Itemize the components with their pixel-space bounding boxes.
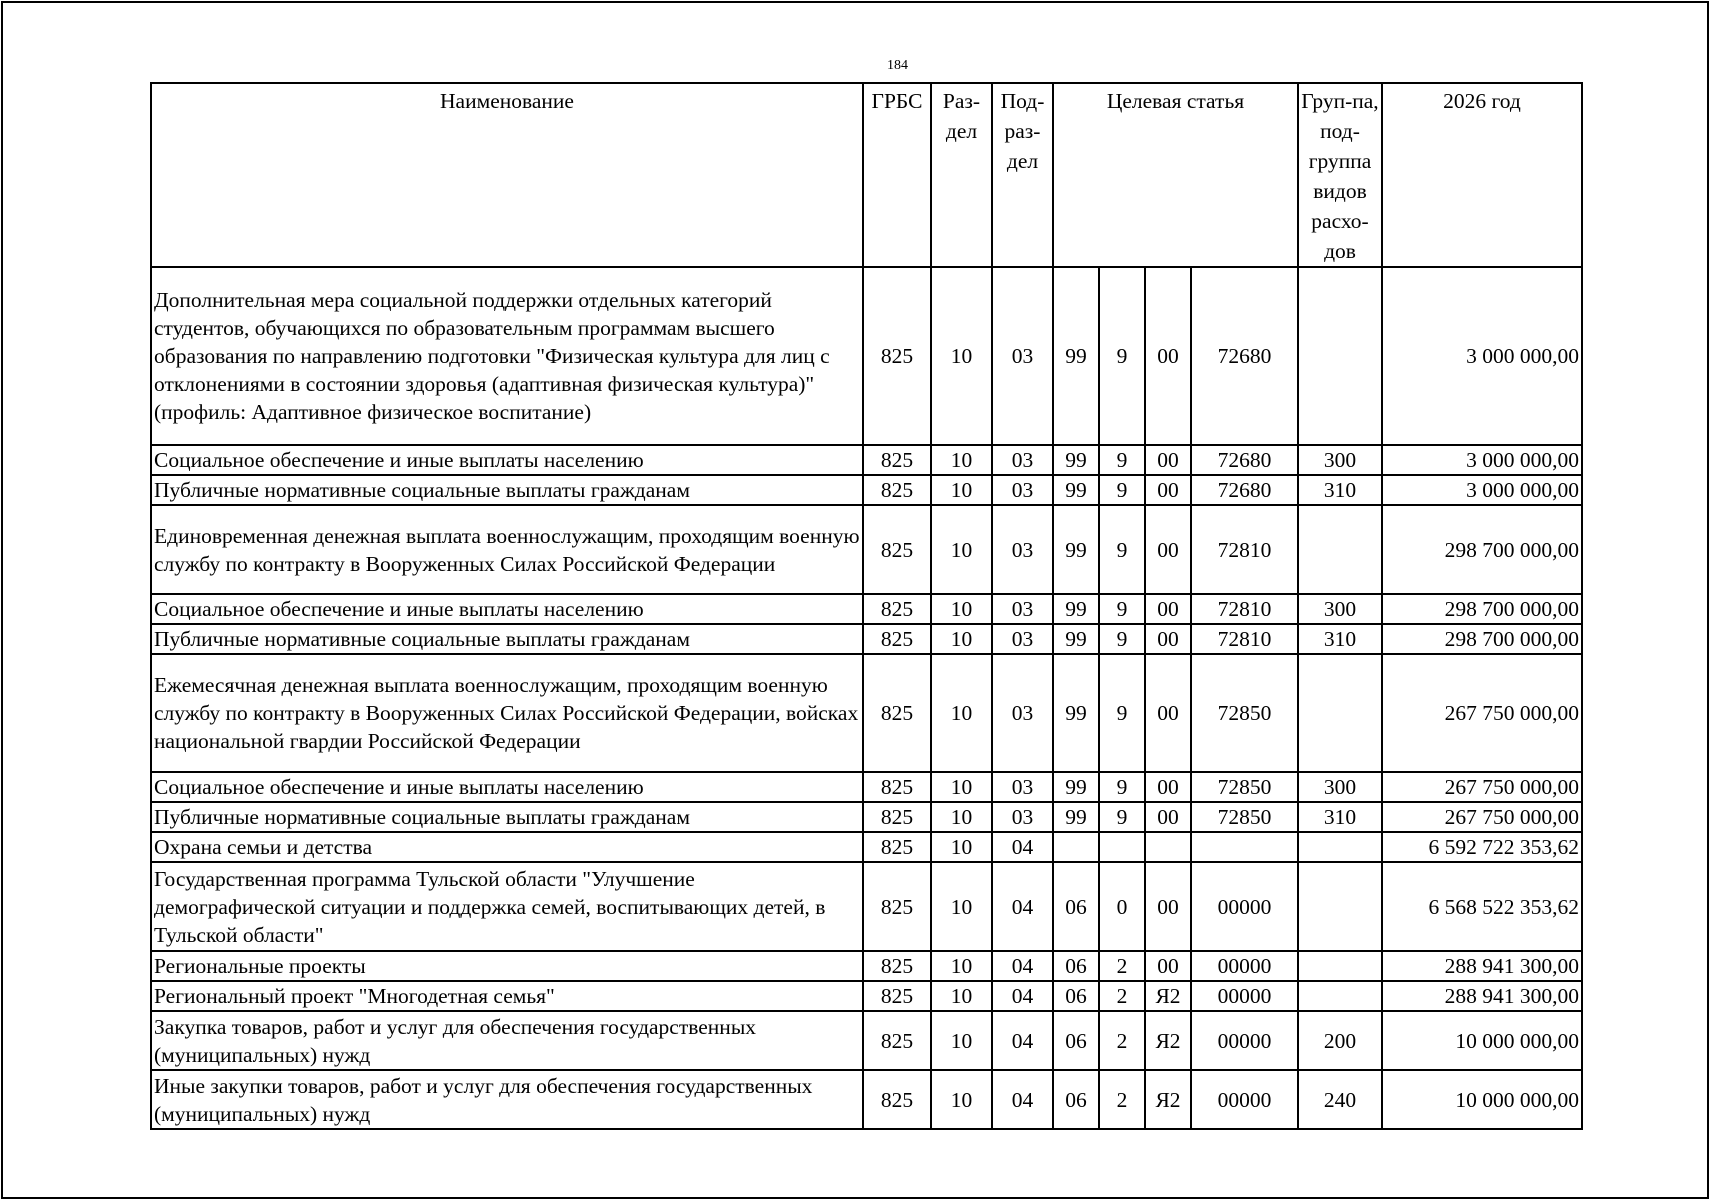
row-subsection: 03 — [992, 475, 1053, 505]
row-expense-group — [1298, 832, 1382, 862]
table-row — [151, 505, 1582, 594]
row-amount: 298 700 000,00 — [1382, 505, 1582, 594]
table-row — [151, 445, 1582, 475]
row-grbs: 825 — [863, 594, 931, 624]
row-subsection: 03 — [992, 654, 1053, 772]
row-target-program — [1053, 832, 1099, 862]
row-expense-group — [1298, 981, 1382, 1011]
row-subsection: 04 — [992, 981, 1053, 1011]
row-target-program: 06 — [1053, 1070, 1099, 1129]
row-expense-group: 310 — [1298, 475, 1382, 505]
row-section: 10 — [931, 475, 992, 505]
row-target-program: 06 — [1053, 951, 1099, 981]
row-subsection: 04 — [992, 1070, 1053, 1129]
row-section: 10 — [931, 832, 992, 862]
row-grbs: 825 — [863, 505, 931, 594]
header-expense-group: Груп-па, под-группа видов расхо-дов — [1298, 83, 1382, 267]
row-grbs: 825 — [863, 1070, 931, 1129]
row-target-program: 06 — [1053, 1011, 1099, 1070]
row-target-program: 99 — [1053, 267, 1099, 445]
header-name: Наименование — [151, 83, 863, 267]
table-header-row — [151, 83, 1582, 267]
row-amount: 3 000 000,00 — [1382, 267, 1582, 445]
row-grbs: 825 — [863, 1011, 931, 1070]
row-target-direction: 72850 — [1191, 654, 1298, 772]
row-expense-group: 200 — [1298, 1011, 1382, 1070]
row-amount: 267 750 000,00 — [1382, 802, 1582, 832]
row-name: Закупка товаров, работ и услуг для обеспечения государственных (муниципальных) нужд — [151, 1011, 863, 1070]
row-target-program: 99 — [1053, 505, 1099, 594]
row-expense-group — [1298, 654, 1382, 772]
row-name: Дополнительная мера социальной поддержки отдельных категорий студентов, обучающихся по образовательным программам высшего образования по направлению подготовки "Физическая культура для лиц с отклонениями в состоянии здоровья (адаптивная физическая культура)" (профиль: Адаптивное физическое воспитание) — [151, 267, 863, 445]
page-number: 184 — [887, 58, 908, 73]
row-subsection: 03 — [992, 802, 1053, 832]
row-name: Социальное обеспечение и иные выплаты населению — [151, 445, 863, 475]
row-target-direction — [1191, 832, 1298, 862]
row-target-event: 00 — [1145, 862, 1191, 951]
table-row — [151, 951, 1582, 981]
row-target-event: 00 — [1145, 624, 1191, 654]
row-section: 10 — [931, 1070, 992, 1129]
row-subsection: 04 — [992, 862, 1053, 951]
row-target-event: 00 — [1145, 505, 1191, 594]
row-amount: 6 592 722 353,62 — [1382, 832, 1582, 862]
row-name: Иные закупки товаров, работ и услуг для обеспечения государственных (муниципальных) нужд — [151, 1070, 863, 1129]
header-section: Раз-дел — [931, 83, 992, 267]
row-grbs: 825 — [863, 624, 931, 654]
row-section: 10 — [931, 654, 992, 772]
row-expense-group — [1298, 505, 1382, 594]
row-grbs: 825 — [863, 862, 931, 951]
row-section: 10 — [931, 505, 992, 594]
row-target-subprogram: 2 — [1099, 1011, 1145, 1070]
row-name: Ежемесячная денежная выплата военнослужащим, проходящим военную службу по контракту в Вооруженных Силах Российской Федерации, войсках национальной гвардии Российской Федерации — [151, 654, 863, 772]
row-section: 10 — [931, 445, 992, 475]
row-target-program: 06 — [1053, 862, 1099, 951]
row-target-subprogram: 0 — [1099, 862, 1145, 951]
table-row — [151, 594, 1582, 624]
row-expense-group: 300 — [1298, 445, 1382, 475]
row-grbs: 825 — [863, 445, 931, 475]
row-target-subprogram: 2 — [1099, 981, 1145, 1011]
row-expense-group — [1298, 862, 1382, 951]
row-grbs: 825 — [863, 475, 931, 505]
row-target-subprogram: 9 — [1099, 802, 1145, 832]
table-row — [151, 981, 1582, 1011]
row-grbs: 825 — [863, 267, 931, 445]
row-target-direction: 72810 — [1191, 594, 1298, 624]
row-target-event: 00 — [1145, 802, 1191, 832]
row-section: 10 — [931, 981, 992, 1011]
table-row — [151, 1011, 1582, 1070]
row-section: 10 — [931, 772, 992, 802]
row-amount: 298 700 000,00 — [1382, 624, 1582, 654]
row-name: Государственная программа Тульской области "Улучшение демографической ситуации и поддержка семей, воспитывающих детей, в Тульской области" — [151, 862, 863, 951]
header-grbs: ГРБС — [863, 83, 931, 267]
row-target-direction: 72810 — [1191, 505, 1298, 594]
row-target-direction: 72850 — [1191, 802, 1298, 832]
row-target-direction: 72680 — [1191, 445, 1298, 475]
row-subsection: 03 — [992, 445, 1053, 475]
row-expense-group: 300 — [1298, 772, 1382, 802]
table-row — [151, 267, 1582, 445]
row-target-event: Я2 — [1145, 981, 1191, 1011]
table-row — [151, 772, 1582, 802]
row-target-program: 99 — [1053, 802, 1099, 832]
row-amount: 3 000 000,00 — [1382, 445, 1582, 475]
row-section: 10 — [931, 1011, 992, 1070]
row-target-subprogram — [1099, 832, 1145, 862]
row-section: 10 — [931, 624, 992, 654]
row-target-event: 00 — [1145, 594, 1191, 624]
row-target-program: 99 — [1053, 654, 1099, 772]
row-amount: 3 000 000,00 — [1382, 475, 1582, 505]
row-target-subprogram: 2 — [1099, 1070, 1145, 1129]
row-expense-group: 300 — [1298, 594, 1382, 624]
budget-table — [150, 82, 1583, 1130]
table-row — [151, 802, 1582, 832]
row-name: Охрана семьи и детства — [151, 832, 863, 862]
row-amount: 267 750 000,00 — [1382, 772, 1582, 802]
row-section: 10 — [931, 267, 992, 445]
row-target-event: 00 — [1145, 445, 1191, 475]
row-target-event: 00 — [1145, 475, 1191, 505]
row-target-program: 99 — [1053, 475, 1099, 505]
header-target-article: Целевая статья — [1053, 83, 1298, 267]
row-target-program: 99 — [1053, 624, 1099, 654]
row-amount: 6 568 522 353,62 — [1382, 862, 1582, 951]
row-subsection: 04 — [992, 951, 1053, 981]
table-row — [151, 475, 1582, 505]
row-subsection: 04 — [992, 832, 1053, 862]
row-target-direction: 00000 — [1191, 951, 1298, 981]
row-section: 10 — [931, 862, 992, 951]
row-name: Публичные нормативные социальные выплаты гражданам — [151, 624, 863, 654]
row-section: 10 — [931, 951, 992, 981]
row-name: Социальное обеспечение и иные выплаты населению — [151, 772, 863, 802]
row-name: Публичные нормативные социальные выплаты гражданам — [151, 802, 863, 832]
row-target-subprogram: 9 — [1099, 772, 1145, 802]
row-target-event — [1145, 832, 1191, 862]
row-grbs: 825 — [863, 802, 931, 832]
row-target-event: 00 — [1145, 654, 1191, 772]
row-subsection: 03 — [992, 505, 1053, 594]
row-target-direction: 00000 — [1191, 1011, 1298, 1070]
row-target-direction: 00000 — [1191, 981, 1298, 1011]
row-amount: 298 700 000,00 — [1382, 594, 1582, 624]
row-name: Региональный проект "Многодетная семья" — [151, 981, 863, 1011]
table-row — [151, 832, 1582, 862]
row-target-event: 00 — [1145, 951, 1191, 981]
row-target-event: 00 — [1145, 772, 1191, 802]
row-grbs: 825 — [863, 981, 931, 1011]
row-target-direction: 00000 — [1191, 862, 1298, 951]
table-row — [151, 862, 1582, 951]
row-amount: 288 941 300,00 — [1382, 981, 1582, 1011]
row-amount: 288 941 300,00 — [1382, 951, 1582, 981]
row-target-direction: 72680 — [1191, 267, 1298, 445]
table-row — [151, 654, 1582, 772]
row-target-program: 99 — [1053, 772, 1099, 802]
row-subsection: 04 — [992, 1011, 1053, 1070]
header-year: 2026 год — [1382, 83, 1582, 267]
row-expense-group — [1298, 267, 1382, 445]
row-target-subprogram: 9 — [1099, 654, 1145, 772]
row-grbs: 825 — [863, 832, 931, 862]
row-amount: 10 000 000,00 — [1382, 1070, 1582, 1129]
row-amount: 267 750 000,00 — [1382, 654, 1582, 772]
row-target-subprogram: 9 — [1099, 505, 1145, 594]
row-target-subprogram: 9 — [1099, 594, 1145, 624]
row-expense-group: 310 — [1298, 802, 1382, 832]
row-target-event: Я2 — [1145, 1070, 1191, 1129]
row-target-subprogram: 9 — [1099, 624, 1145, 654]
row-target-subprogram: 9 — [1099, 475, 1145, 505]
row-target-direction: 72810 — [1191, 624, 1298, 654]
table-row — [151, 624, 1582, 654]
row-name: Социальное обеспечение и иные выплаты населению — [151, 594, 863, 624]
row-amount: 10 000 000,00 — [1382, 1011, 1582, 1070]
row-expense-group: 240 — [1298, 1070, 1382, 1129]
row-target-program: 99 — [1053, 594, 1099, 624]
row-subsection: 03 — [992, 772, 1053, 802]
row-target-program: 06 — [1053, 981, 1099, 1011]
row-target-program: 99 — [1053, 445, 1099, 475]
row-expense-group: 310 — [1298, 624, 1382, 654]
row-target-direction: 72680 — [1191, 475, 1298, 505]
row-expense-group — [1298, 951, 1382, 981]
row-target-direction: 72850 — [1191, 772, 1298, 802]
row-name: Публичные нормативные социальные выплаты гражданам — [151, 475, 863, 505]
row-name: Региональные проекты — [151, 951, 863, 981]
row-target-subprogram: 2 — [1099, 951, 1145, 981]
row-name: Единовременная денежная выплата военнослужащим, проходящим военную службу по контракту в Вооруженных Силах Российской Федерации — [151, 505, 863, 594]
row-grbs: 825 — [863, 654, 931, 772]
row-section: 10 — [931, 594, 992, 624]
row-subsection: 03 — [992, 624, 1053, 654]
row-subsection: 03 — [992, 267, 1053, 445]
row-subsection: 03 — [992, 594, 1053, 624]
row-target-event: Я2 — [1145, 1011, 1191, 1070]
row-target-subprogram: 9 — [1099, 267, 1145, 445]
row-grbs: 825 — [863, 951, 931, 981]
row-section: 10 — [931, 802, 992, 832]
row-target-direction: 00000 — [1191, 1070, 1298, 1129]
header-subsection: Под-раз-дел — [992, 83, 1053, 267]
row-target-event: 00 — [1145, 267, 1191, 445]
row-target-subprogram: 9 — [1099, 445, 1145, 475]
row-grbs: 825 — [863, 772, 931, 802]
table-row — [151, 1070, 1582, 1129]
